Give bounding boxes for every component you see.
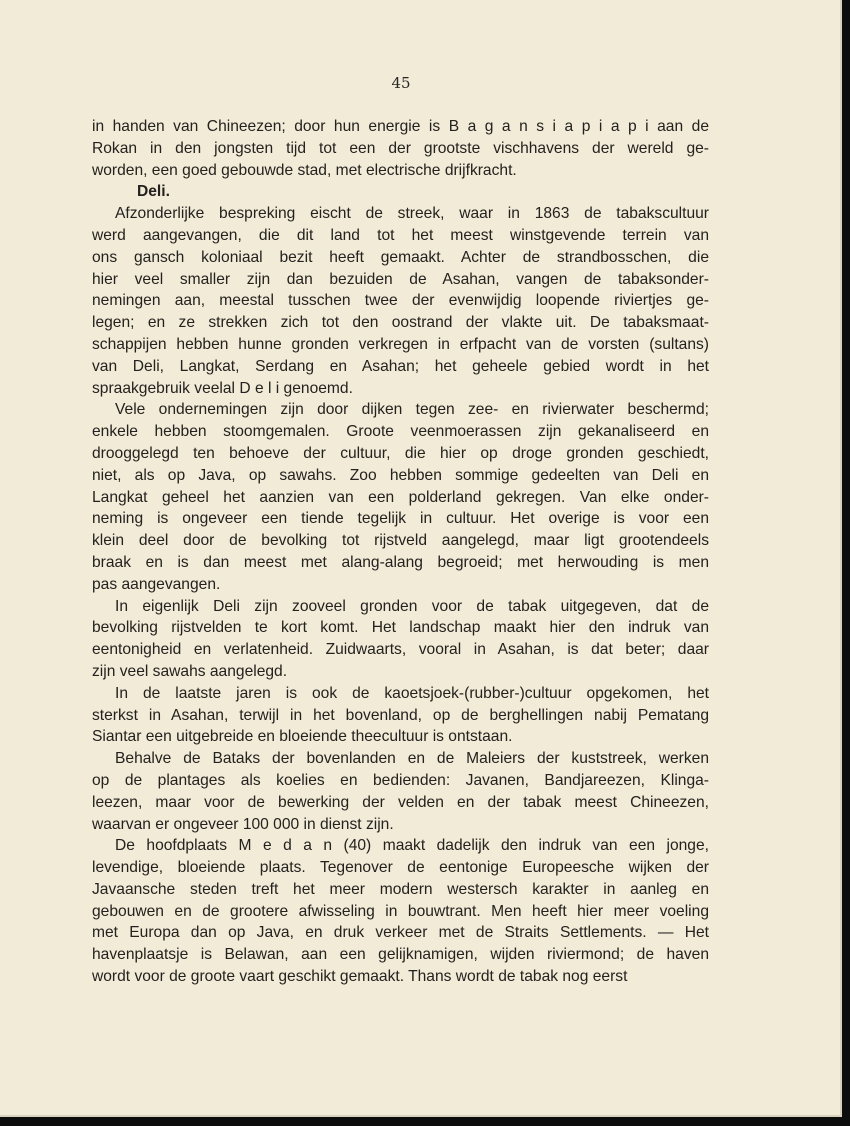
paragraph-dikes [92,399,709,595]
text-line: Langkat geheel het aanzien van een polderland gekregen. Van elke onder- [92,488,709,506]
text-line: wordt voor de groote vaart geschikt gemaakt. Thans wordt de tabak nog eerst [92,968,628,986]
text-line: braak en is dan meest met alang-alang begroeid; met herwouding is men [92,553,709,571]
paragraph-rubber [92,683,709,748]
text-line: spraakgebruik veelal D e l i genoemd. [92,379,353,397]
text-line: Javaansche steden treft het meer modern westersch karakter in aanleg en [92,880,709,898]
text-line: De hoofdplaats M e d a n (40) maakt dadelijk den indruk van een jonge, [115,837,709,855]
text-line: bevolking rijstvelden te kort komt. Het landschap maakt hier den indruk van [92,619,709,637]
text-line: worden, een goed gebouwde stad, met electrische drijfkracht. [92,161,517,179]
paragraph-deli-tobacco [92,203,709,399]
paragraph-rice-fields [92,596,709,683]
body-text [92,116,709,988]
text-line: gebouwen en de grootere afwisseling in bouwtrant. Men heeft hier meer voeling [92,902,709,920]
text-line: zijn veel sawahs aangelegd. [92,662,288,680]
text-line: nemingen aan, meestal tusschen twee der evenwijdig loopende riviertjes ge- [92,292,709,310]
text-line: leezen, maar voor de bewerking der velden en der tabak meest Chineezen, [92,793,709,811]
text-line: schappijen hebben hunne gronden verkregen in erfpacht van de vorsten (sultans) [92,335,709,353]
text-line: levendige, bloeiende plaats. Tegenover de eentonige Europeesche wijken der [92,859,709,877]
paragraph-medan [92,835,709,988]
page-number: 45 [391,74,411,92]
text-line: In de laatste jaren is ook de kaoetsjoek-(rubber-)cultuur opgekomen, het [115,684,709,702]
text-line: enkele hebben stoomgemalen. Groote veenmoerassen zijn gekanaliseerd en [92,423,709,441]
text-line: werd aangevangen, die dit land tot het meest winstgevende terrein van [92,226,709,244]
text-line: Deli. [137,183,170,201]
text-line: klein deel door de bevolking tot rijstveld aangelegd, maar ligt grootendeels [92,532,709,550]
text-line: niet, als op Java, op sawahs. Zoo hebben sommige gedeelten van Deli en [92,466,709,484]
text-line: In eigenlijk Deli zijn zooveel gronden voor de tabak uitgegeven, dat de [115,597,709,615]
text-line: eentonigheid en verlatenheid. Zuidwaarts, vooral in Asahan, is dat beter; daar [92,641,709,659]
text-line: pas aangevangen. [92,575,221,593]
text-line: in handen van Chineezen; door hun energie is B a g a n s i a p i a p i aan de [92,118,709,135]
text-line: op de plantages als koelies en bedienden: Javanen, Bandjareezen, Klinga- [92,771,709,789]
text-line: sterkst in Asahan, terwijl in het bovenland, op de berghellingen nabij Pematang [92,706,709,724]
text-line: legen; en ze strekken zich tot den oostrand der vlakte uit. De tabaksmaat- [92,314,709,332]
text-line: drooggelegd ten behoeve der cultuur, die hier op droge gronden geschiedt, [92,444,709,462]
text-line: Afzonderlijke bespreking eischt de streek, waar in 1863 de tabakscultuur [115,205,709,223]
text-line: ons gansch koloniaal bezit heeft gemaakt. Achter de strandbosschen, die [92,248,709,266]
text-line: Vele ondernemingen zijn door dijken tegen zee- en rivierwater beschermd; [115,401,709,419]
text-line: waarvan er ongeveer 100 000 in dienst zijn. [92,815,394,833]
text-line: Rokan in den jongsten tijd tot een der grootste vischhavens der wereld ge- [92,139,709,157]
text-line: Siantar een uitgebreide en bloeiende theecultuur is ontstaan. [92,728,513,746]
text-line: havenplaatsje is Belawan, aan een gelijknamigen, wijden riviermond; de haven [92,946,709,964]
paragraph-chinese-hands [92,116,709,181]
text-line: met Europa dan op Java, en druk verkeer met de Straits Settlements. — Het [92,924,709,942]
paragraph-workers [92,748,709,835]
text-line: van Deli, Langkat, Serdang en Asahan; het geheele gebied wordt in het [92,357,709,375]
text-line: Behalve de Bataks der bovenlanden en de Maleiers der kuststreek, werken [115,750,709,768]
heading-deli [92,181,709,203]
text-line: hier veel smaller zijn dan bezuiden de Asahan, vangen de tabaksonder- [92,270,709,288]
text-line: neming is ongeveer een tiende tegelijk in cultuur. Het overige is voor een [92,510,709,528]
